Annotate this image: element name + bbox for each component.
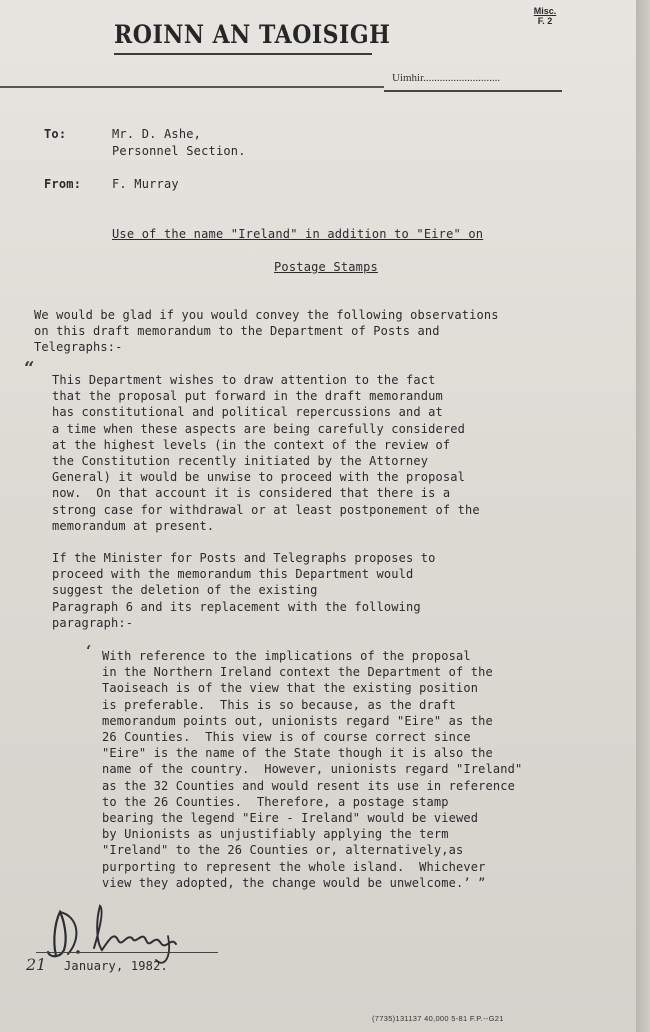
department-letterhead: ROINN AN TAOISIGH xyxy=(114,20,391,50)
opening-quote-mark: “ xyxy=(24,358,35,379)
to-name: Mr. D. Ashe, xyxy=(112,127,202,141)
misc-label: Misc. xyxy=(533,6,557,16)
quoted-paragraph-1 xyxy=(52,372,480,534)
paragraph-line: General) it would be unwise to proceed with the proposal xyxy=(52,470,465,485)
paragraph-line: by Unionists as unjustifiably applying the term xyxy=(102,827,449,842)
paragraph-line: Paragraph 6 and its replacement with the following xyxy=(52,599,421,614)
paragraph-line: name of the country. However, unionists regard "Ireland" xyxy=(102,762,523,777)
paragraph-line: as the 32 Counties and would resent its use in reference xyxy=(102,778,515,793)
misc-number: F. 2 xyxy=(537,16,553,26)
header-rule-left xyxy=(0,86,384,88)
uimhir-field: Uimhir............................ xyxy=(392,72,501,84)
paragraph-line: Taoiseach is of the view that the existing position xyxy=(102,681,479,696)
typed-date: January, 1982. xyxy=(64,959,168,973)
paragraph-line: 26 Counties. This view is of course correct since xyxy=(102,730,471,745)
intro-line: We would be glad if you would convey the following observations xyxy=(34,308,499,322)
print-code: (7735)131137 40,000 5-81 F.P.--G21 xyxy=(372,1014,504,1023)
paragraph-line: has constitutional and political repercussions and at xyxy=(52,405,443,420)
signature-rule xyxy=(36,952,218,953)
subject-line-2: Postage Stamps xyxy=(274,260,378,274)
to-section: Personnel Section. xyxy=(112,144,246,158)
paragraph-line: strong case for withdrawal or at least postponement of the xyxy=(52,502,480,517)
header-rule-right xyxy=(384,90,562,92)
paragraph-line: proceed with the memorandum this Department would xyxy=(52,567,414,582)
paragraph-line: in the Northern Ireland context the Department of the xyxy=(102,665,493,680)
page-edge xyxy=(636,0,650,1032)
replacement-paragraph xyxy=(102,648,522,891)
paragraph-line: a time when these aspects are being carefully considered xyxy=(52,421,465,436)
paragraph-line: This Department wishes to draw attention to the fact xyxy=(52,373,436,387)
intro-line: on this draft memorandum to the Department of Posts and xyxy=(34,324,440,339)
quoted-paragraph-2 xyxy=(52,550,435,631)
paragraph-line: the Constitution recently initiated by the Attorney xyxy=(52,454,429,469)
file-reference xyxy=(530,6,560,26)
paragraph-line: memorandum at present. xyxy=(52,518,215,533)
paragraph-line: now. On that account it is considered that there is a xyxy=(52,486,451,501)
paragraph-line: If the Minister for Posts and Telegraphs proposes to xyxy=(52,551,436,565)
paragraph-line: that the proposal put forward in the draft memorandum xyxy=(52,389,443,404)
subject-line-1: Use of the name "Ireland" in addition to "Eire" on xyxy=(112,227,484,241)
paragraph-line: memorandum points out, unionists regard "Eire" as the xyxy=(102,713,493,728)
from-label: From: xyxy=(44,177,82,191)
inner-quote-mark: ‘ xyxy=(86,642,92,660)
paragraph-line: purporting to represent the whole island. Whichever xyxy=(102,859,486,874)
paragraph-line: is preferable. This is so because, as the draft xyxy=(102,697,456,712)
paragraph-line: view they adopted, the change would be unwelcome.’ ” xyxy=(102,875,486,890)
paragraph-line: at the highest levels (in the context of the review of xyxy=(52,437,451,452)
handwritten-day: 21 xyxy=(26,955,47,974)
intro-paragraph xyxy=(34,307,499,356)
letterhead-rule xyxy=(114,53,372,55)
intro-line: Telegraphs:- xyxy=(34,340,123,355)
paragraph-line: With reference to the implications of the proposal xyxy=(102,649,471,663)
paragraph-line: paragraph:- xyxy=(52,615,134,630)
paragraph-line: "Ireland" to the 26 Counties or, alternatively,as xyxy=(102,843,464,858)
from-name: F. Murray xyxy=(112,177,179,191)
to-label: To: xyxy=(44,127,67,141)
paragraph-line: to the 26 Counties. Therefore, a postage stamp xyxy=(102,794,449,809)
paragraph-line: bearing the legend "Eire - Ireland" would be viewed xyxy=(102,811,479,826)
paragraph-line: suggest the deletion of the existing xyxy=(52,583,318,598)
paragraph-line: "Eire" is the name of the State though it is also the xyxy=(102,746,493,761)
